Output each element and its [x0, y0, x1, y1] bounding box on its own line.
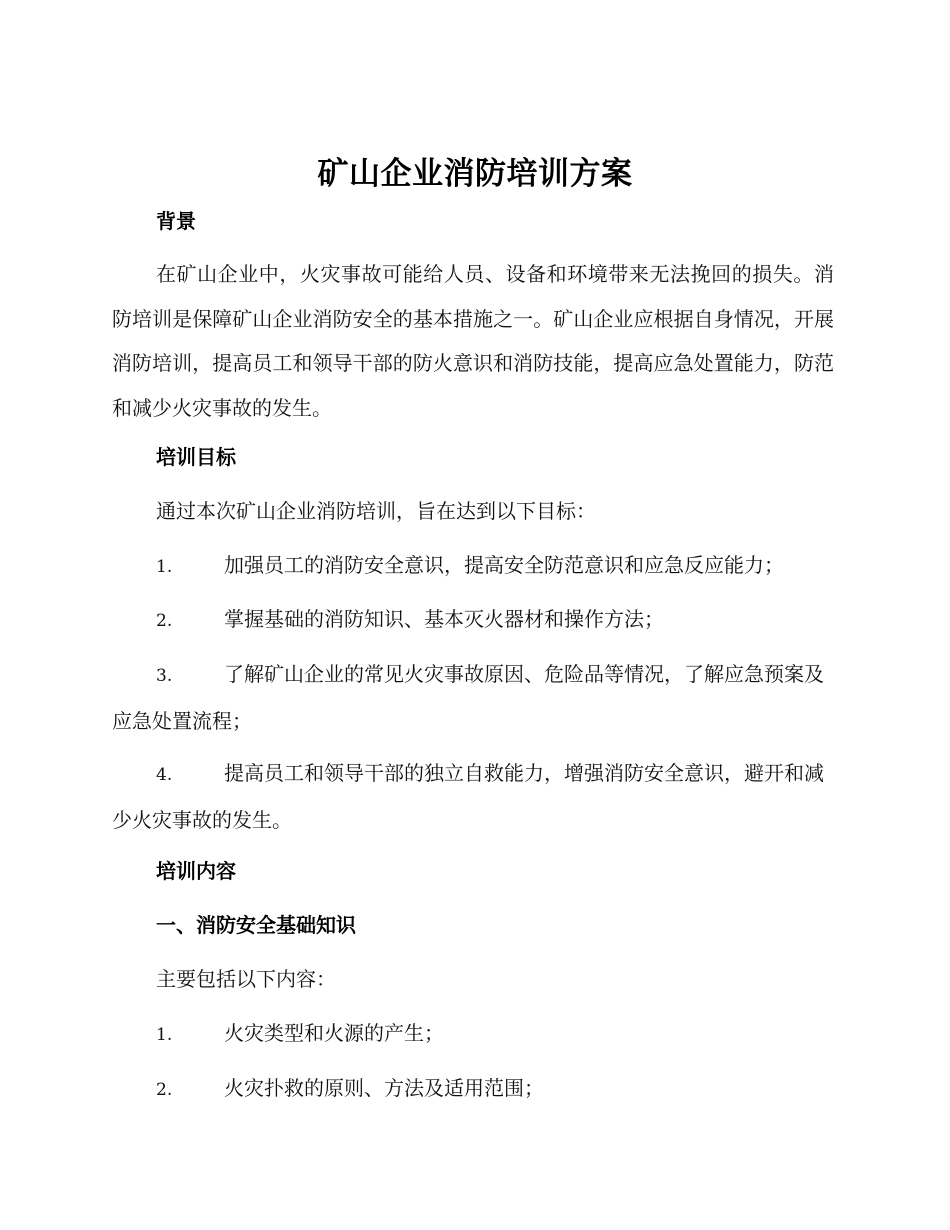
goal-item-1	[112, 543, 834, 590]
list-number: 4.	[156, 765, 173, 785]
list-number: 2.	[156, 611, 173, 631]
goal-item-3	[112, 652, 834, 743]
goal-item-4	[112, 751, 834, 842]
list-text: 加强员工的消防安全意识，提高安全防范意识和应急反应能力；	[224, 553, 784, 577]
list-number: 2.	[156, 1080, 173, 1100]
list-text: 火灾扑救的原则、方法及适用范围；	[224, 1076, 544, 1100]
list-text: 火灾类型和火源的产生；	[224, 1021, 444, 1045]
list-text: 提高员工和领导干部的独立自救能力，增强消防安全意识，避开和减少火灾事故的发生。	[112, 761, 824, 832]
section-heading-background: 背景	[156, 209, 196, 233]
list-text: 掌握基础的消防知识、基本灭火器材和操作方法；	[224, 607, 664, 631]
list-text: 了解矿山企业的常见火灾事故原因、危险品等情况，了解应急预案及应急处置流程；	[112, 662, 824, 733]
list-number: 1.	[156, 1025, 173, 1045]
content-item-2	[112, 1066, 834, 1113]
content-intro: 主要包括以下内容：	[156, 967, 336, 991]
list-number: 3.	[156, 666, 173, 686]
section-heading-goals: 培训目标	[156, 445, 236, 469]
background-paragraph: 在矿山企业中，火灾事故可能给人员、设备和环境带来无法挽回的损失。消防培训是保障矿山企业消防安全的基本措施之一。矿山企业应根据自身情况，开展消防培训，提高员工和领导干部的防火意识和消防技能，提高应急处置能力，防范和减少火灾事故的发生。	[112, 262, 834, 420]
document-title: 矿山企业消防培训方案	[317, 156, 633, 192]
goals-intro: 通过本次矿山企业消防培训，旨在达到以下目标：	[156, 499, 596, 523]
content-item-1	[112, 1011, 834, 1058]
list-number: 1.	[156, 557, 173, 577]
section-heading-content: 培训内容	[156, 859, 236, 883]
goal-item-2	[112, 597, 834, 644]
subsection-heading-fire-basics: 一、消防安全基础知识	[156, 913, 356, 937]
